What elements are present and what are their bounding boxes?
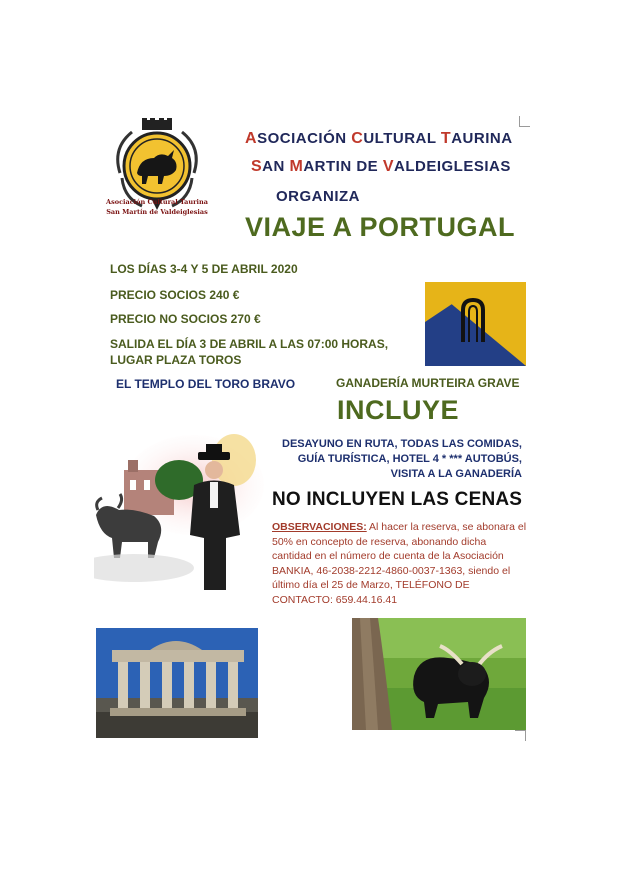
bullfighter-collage-image xyxy=(94,430,266,590)
observations-block xyxy=(272,520,527,607)
ranch-flag-image xyxy=(425,282,526,366)
temple-label: EL TEMPLO DEL TORO BRAVO xyxy=(116,377,296,391)
trip-title: VIAJE A PORTUGAL xyxy=(245,212,516,242)
includes-line1: DESAYUNO EN RUTA, TODAS LAS COMIDAS, xyxy=(282,438,522,450)
price-non-members: PRECIO NO SOCIOS 270 € xyxy=(110,312,261,326)
departure-line1: SALIDA EL DÍA 3 DE ABRIL A LAS 07:00 HORAS, xyxy=(110,337,389,351)
bull-field-image xyxy=(352,618,526,730)
organiza-label: ORGANIZA xyxy=(276,188,360,205)
logo-text-line1: Asociación Cultural Taurina xyxy=(106,198,208,206)
organizer-name-line2: SAN MARTIN DE VALDEIGLESIAS xyxy=(251,158,511,175)
includes-line2: GUÍA TURÍSTICA, HOTEL 4 * *** AUTOBÚS, xyxy=(297,453,522,465)
temple-image xyxy=(96,628,258,738)
ranch-label: GANADERÍA MURTEIRA GRAVE xyxy=(336,376,520,390)
not-included-notice: NO INCLUYEN LAS CENAS xyxy=(272,489,523,510)
trip-dates: LOS DÍAS 3-4 Y 5 DE ABRIL 2020 xyxy=(110,262,298,276)
departure-line2: LUGAR PLAZA TOROS xyxy=(110,353,242,367)
includes-line3: VISITA A LA GANADERÍA xyxy=(390,468,522,480)
includes-list xyxy=(270,437,522,482)
organizer-name-line1: ASOCIACIÓN CULTURAL TAURINA xyxy=(245,130,513,147)
observations-text: Al hacer la reserva, se abonara el 50% en concepto de reserva, abonando dicha cantidad en el número de cuenta de la Asociación BANKIA, 46-2038-2212-4860-0037-1363, siendo el último día el 25 de Marzo, TELÉFONO DE CONTACTO: 659.44.16.41 xyxy=(272,521,527,606)
includes-heading: INCLUYE xyxy=(337,395,460,425)
logo-text-line2: San Martín de Valdeiglesias xyxy=(106,208,208,216)
corner-mark-bottom-left xyxy=(515,730,526,741)
observations-label: OBSERVACIONES: xyxy=(272,521,367,533)
price-members: PRECIO SOCIOS 240 € xyxy=(110,288,240,302)
corner-mark-top-right xyxy=(519,116,530,127)
